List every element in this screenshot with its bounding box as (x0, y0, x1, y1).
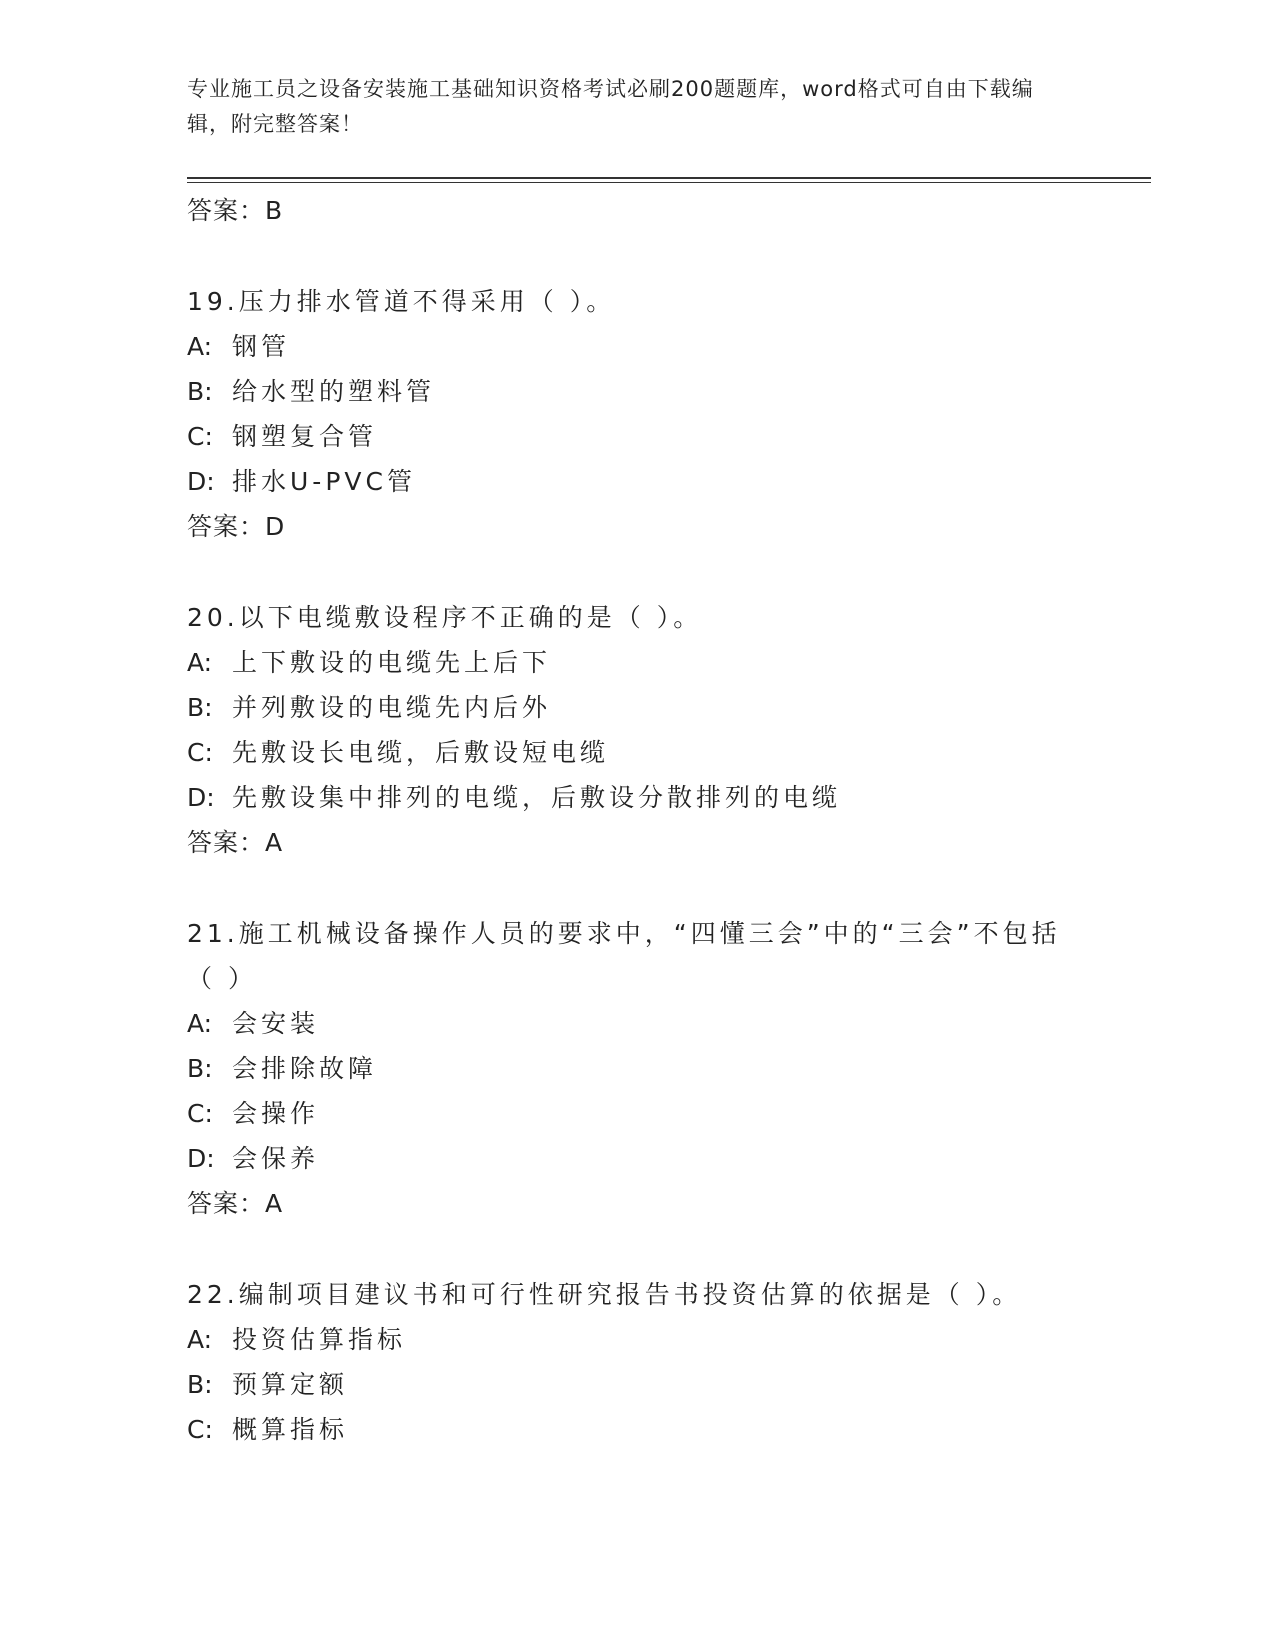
option-text: 预算定额 (232, 1370, 349, 1399)
option-letter: B: (187, 693, 213, 722)
option-c (187, 1407, 1087, 1452)
option-b (187, 685, 1087, 730)
document-header: 专业施工员之设备安装施工基础知识资格考试必刷200题题库，word格式可自由下载编辑，附完整答案！ (187, 77, 1034, 136)
option-text: 会排除故障 (232, 1054, 378, 1083)
option-text: 并列敷设的电缆先内后外 (232, 693, 552, 722)
answer-line: 答案：A (187, 1189, 284, 1218)
answer-line: 答案：D (187, 512, 286, 541)
question-block (187, 595, 1087, 865)
option-letter: A: (187, 648, 213, 677)
question-block (187, 279, 1087, 549)
question-text: 19.压力排水管道不得采用（ ）。 (187, 287, 616, 316)
option-letter: C: (187, 1415, 213, 1444)
option-text: 排水U-PVC管 (232, 467, 416, 496)
option-text: 投资估算指标 (232, 1325, 407, 1354)
option-text: 会保养 (232, 1144, 320, 1173)
option-text: 先敷设集中排列的电缆，后敷设分散排列的电缆 (232, 783, 842, 812)
option-letter: C: (187, 422, 213, 451)
option-letter: D: (187, 467, 215, 496)
option-letter: A: (187, 1325, 213, 1354)
question-block (187, 911, 1087, 1226)
option-b (187, 1046, 1087, 1091)
option-text: 会安装 (232, 1009, 320, 1038)
option-a (187, 324, 1087, 369)
question-text: 20.以下电缆敷设程序不正确的是（ ）。 (187, 603, 703, 632)
header-divider-thick (187, 177, 1151, 179)
option-a (187, 640, 1087, 685)
option-c (187, 1091, 1087, 1136)
option-letter: B: (187, 1054, 213, 1083)
option-d (187, 775, 1087, 820)
question-list (187, 188, 1087, 1452)
option-letter: C: (187, 738, 213, 767)
option-text: 上下敷设的电缆先上后下 (232, 648, 552, 677)
answer-line: 答案：B (187, 196, 284, 225)
option-letter: A: (187, 332, 213, 361)
option-d (187, 1136, 1087, 1181)
option-a (187, 1317, 1087, 1362)
question-block (187, 1272, 1087, 1452)
question-text: 21.施工机械设备操作人员的要求中，“四懂三会”中的“三会”不包括（ ） (187, 919, 1061, 993)
option-c (187, 414, 1087, 459)
option-letter: B: (187, 377, 213, 406)
option-text: 钢管 (232, 332, 291, 361)
option-letter: A: (187, 1009, 213, 1038)
question-text: 22.编制项目建议书和可行性研究报告书投资估算的依据是（ ）。 (187, 1280, 1022, 1309)
header-divider-thin (187, 182, 1151, 183)
answer-line: 答案：A (187, 828, 284, 857)
option-text: 先敷设长电缆，后敷设短电缆 (232, 738, 610, 767)
option-b (187, 1362, 1087, 1407)
option-c (187, 730, 1087, 775)
option-text: 会操作 (232, 1099, 320, 1128)
option-text: 概算指标 (232, 1415, 349, 1444)
option-a (187, 1001, 1087, 1046)
option-text: 给水型的塑料管 (232, 377, 436, 406)
option-letter: B: (187, 1370, 213, 1399)
option-d (187, 459, 1087, 504)
option-letter: D: (187, 1144, 215, 1173)
option-letter: C: (187, 1099, 213, 1128)
option-letter: D: (187, 783, 215, 812)
option-text: 钢塑复合管 (232, 422, 378, 451)
option-b (187, 369, 1087, 414)
